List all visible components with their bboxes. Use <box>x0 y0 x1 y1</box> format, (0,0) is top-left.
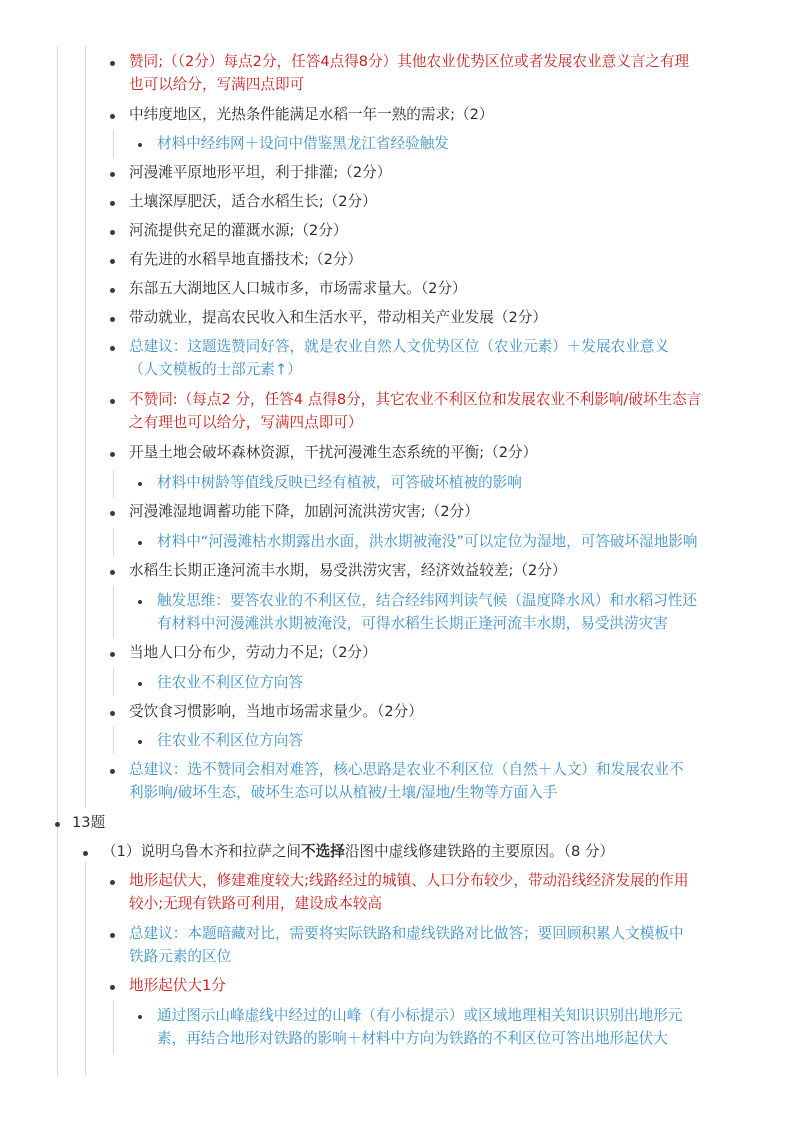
bullet <box>138 600 142 604</box>
list-item-note <box>157 729 303 752</box>
bullet <box>110 288 115 293</box>
item-text-line: 有先进的水稻旱地直播技术;（2分） <box>129 251 363 268</box>
list-item-summary <box>129 335 669 381</box>
item-text-line: 13题 <box>72 814 106 831</box>
bullet <box>138 1015 142 1019</box>
question-text-pre: （1）说明乌鲁木齐和拉萨之间 <box>102 843 302 860</box>
item-text-line: 河流提供充足的灌溉水源;（2分） <box>129 222 348 239</box>
list-item <box>129 500 479 523</box>
bullet <box>138 740 142 744</box>
item-text-line: 受饮食习惯影响，当地市场需求量少。（2分） <box>129 703 423 720</box>
list-item <box>129 103 493 126</box>
list-item <box>129 641 377 664</box>
bullet <box>110 711 115 716</box>
bullet <box>138 541 142 545</box>
list-item-disagree-header <box>129 388 701 434</box>
outline-guide-level2 <box>85 46 86 808</box>
outline-guide-level3 <box>113 130 114 158</box>
outline-guide-level3 <box>113 1000 114 1054</box>
item-text-line: 之有理也可以给分，写满四点即可） <box>129 414 363 431</box>
item-text-line: 材料中“河漫滩枯水期露出水面，洪水期被淹没”可以定位为湿地，可答破坏湿地影响 <box>157 533 698 550</box>
list-item <box>129 700 423 723</box>
list-item-agree-header <box>129 50 689 96</box>
list-item-summary <box>129 758 684 804</box>
bullet <box>83 851 88 856</box>
item-text-line: 利影响/破坏生态，破坏生态可以从植被/土壤/湿地/生物等方面入手 <box>129 784 558 801</box>
item-text-line: 不赞同:（每点2 分，任答4 点得8分，其它农业不利区位和发展农业不利影响/破坏生态言 <box>129 391 702 408</box>
item-text-line: 有材料中河漫滩洪水期被淹没，可得水稻生长期正逢河流丰水期，易受洪涝灾害 <box>157 615 668 632</box>
item-text-line: 土壤深厚肥沃，适合水稻生长;（2分） <box>129 193 377 210</box>
item-text-line: 较小;无现有铁路可利用，建设成本较高 <box>129 895 383 912</box>
bullet <box>110 346 115 351</box>
bullet <box>110 172 115 177</box>
item-text-line: 中纬度地区，光热条件能满足水稻一年一熟的需求;（2） <box>129 106 494 123</box>
item-text-line: 总建议：选不赞同会相对难答，核心思路是农业不利区位（自然＋人文）和发展农业不 <box>129 761 684 778</box>
item-text-line: 总建议：本题暗藏对比，需要将实际铁路和虚线铁路对比做答；要回顾积累人文模板中 <box>129 925 684 942</box>
list-item <box>129 248 362 271</box>
item-text-line: 带动就业，提高农民收入和生活水平，带动相关产业发展（2分） <box>129 309 547 326</box>
outline-guide-level1 <box>57 46 58 1076</box>
bullet <box>110 652 115 657</box>
bullet <box>110 985 115 990</box>
list-item <box>129 441 537 464</box>
item-text-line: 水稻生长期正逢河流丰水期，易受洪涝灾害，经济效益较差;（2分） <box>129 562 567 579</box>
bullet <box>110 769 115 774</box>
bullet <box>138 482 142 486</box>
bullet <box>110 880 115 885</box>
item-text-line: 铁路元素的区位 <box>129 948 232 965</box>
bullet <box>110 259 115 264</box>
item-text-line: 赞同;（（2分）每点2分，任答4点得8分）其他农业优势区位或者发展农业意义言之有理 <box>129 53 690 70</box>
bullet <box>138 143 142 147</box>
item-text-line: 素，再结合地形对铁路的影响＋材料中方向为铁路的不利区位可答出地形起伏大 <box>157 1030 668 1047</box>
item-text-line: 通过图示山峰虚线中经过的山峰（有小标提示）或区域地理相关知识识别出地形元 <box>157 1007 683 1024</box>
list-item <box>129 190 377 213</box>
outline-guide-level3 <box>113 470 114 498</box>
item-text-line: 往农业不利区位方向答 <box>157 674 303 691</box>
question-heading <box>72 811 105 834</box>
item-text-line: 河漫滩湿地调蓄功能下降，加剧河流洪涝灾害;（2分） <box>129 503 479 520</box>
bullet <box>110 511 115 516</box>
outline-guide-level2b <box>85 862 86 1076</box>
item-text-line: 材料中树龄等值线反映已经有植被，可答破坏植被的影响 <box>157 474 522 491</box>
answer-item <box>129 869 688 915</box>
list-item-note <box>157 671 303 694</box>
list-item-summary <box>129 922 684 968</box>
bullet <box>110 230 115 235</box>
list-item-note <box>157 530 698 553</box>
item-text-line: 往农业不利区位方向答 <box>157 732 303 749</box>
outline-guide-level3 <box>113 726 114 754</box>
bullet <box>110 452 115 457</box>
outline-guide-level3 <box>113 668 114 696</box>
question-text-post: 沿图中虚线修建铁路的主要原因。（8 分） <box>344 843 615 860</box>
item-text-line: 也可以给分，写满四点即可 <box>129 76 305 93</box>
bullet <box>110 399 115 404</box>
question-text <box>102 840 614 863</box>
list-item-note <box>157 1004 682 1050</box>
item-text-line: 东部五大湖地区人口城市多，市场需求量大。（2分） <box>129 280 467 297</box>
answer-item <box>129 974 226 997</box>
item-text-line: 当地人口分布少，劳动力不足;（2分） <box>129 644 377 661</box>
list-item-note <box>157 132 449 155</box>
item-text-line: 河漫滩平原地形平坦，利于排灌;（2分） <box>129 164 392 181</box>
list-item <box>129 219 348 242</box>
outline-guide-level3 <box>113 586 114 638</box>
bullet <box>55 822 60 827</box>
item-text-line: 地形起伏大1分 <box>129 977 226 994</box>
question-text-bold: 不选择 <box>301 843 345 860</box>
item-text-line: 材料中经纬网＋设问中借鉴黑龙江省经验触发 <box>157 135 449 152</box>
list-item <box>129 277 467 300</box>
item-text-line: 触发思维：要答农业的不利区位，结合经纬网判读气候（温度降水风）和水稻习性还 <box>157 592 697 609</box>
bullet <box>110 570 115 575</box>
item-text-line: 开垦土地会破坏森林资源，干扰河漫滩生态系统的平衡;（2分） <box>129 444 538 461</box>
list-item-note <box>157 471 522 494</box>
bullet <box>138 682 142 686</box>
bullet <box>110 317 115 322</box>
item-text-line: 总建议：这题选赞同好答，就是农业自然人文优势区位（农业元素）＋发展农业意义 <box>129 338 669 355</box>
bullet <box>110 61 115 66</box>
list-item-note <box>157 589 697 635</box>
bullet <box>110 933 115 938</box>
list-item <box>129 161 391 184</box>
outline-guide-level3 <box>113 528 114 556</box>
bullet <box>110 114 115 119</box>
item-text-line: 地形起伏大，修建难度较大;线路经过的城镇、人口分布较少，带动沿线经济发展的作用 <box>129 872 689 889</box>
list-item <box>129 559 566 582</box>
item-text-line: （人文模板的士部元素↑） <box>129 361 302 378</box>
list-item <box>129 306 547 329</box>
bullet <box>110 201 115 206</box>
